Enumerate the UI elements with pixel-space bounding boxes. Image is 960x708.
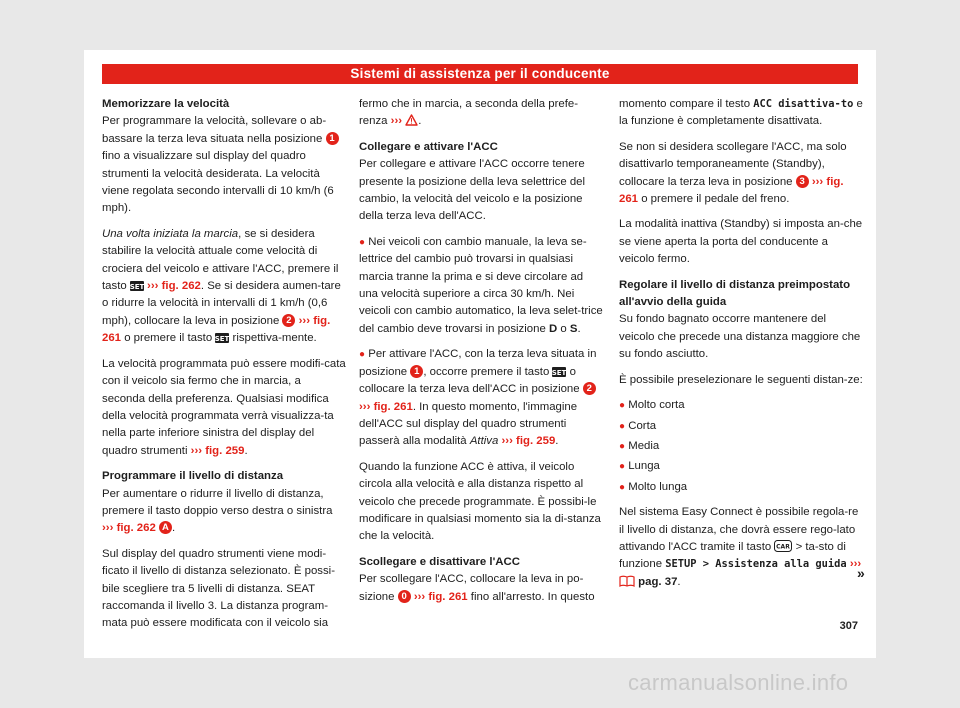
paragraph: Per collegare e attivare l'ACC occorre tenere presente la posizione della leva selettrice del cambio, la velocità del veicolo e la posizione della terza leva dell'ACC. [359, 158, 586, 223]
text: Per attivare l'ACC, con la terza leva situata in posizione [359, 348, 597, 378]
position-badge: 3 [796, 175, 809, 188]
list-item [619, 458, 863, 475]
arrows-reference-icon: ››› [298, 314, 311, 327]
arrows-reference-icon: ››› [413, 590, 426, 603]
arrows-reference-icon: ››› [359, 400, 371, 413]
figure-link[interactable]: fig. 261 [373, 400, 413, 413]
paragraph: Per aumentare o ridurre il livello di distanza, premere il tasto doppio verso destra o sinistra ››› fig. 262 A . [102, 487, 333, 535]
bullet-icon: ● [619, 481, 626, 493]
text: La velocità programmata può essere modifi-cata con il veicolo sia fermo che in marcia, a seconda della preferenza. Qualsiasi modifica della velocità programmata verrà visualizza-ta nella parte inferiore sinistra del display del quadro strumenti [102, 357, 346, 457]
paragraph [619, 96, 863, 131]
distance-list [619, 397, 863, 496]
arrows-reference-icon: ››› [501, 435, 513, 448]
paragraph: fermo che in marcia, a seconda della prefe-renza ››› . [359, 98, 579, 128]
text: . Se si desidera aumen-tare o ridurre la velocità in intervalli di 1 km/h (0,6 mph), collocare la leva in posizione [102, 280, 341, 327]
list-item [619, 418, 863, 435]
set-key-icon [552, 367, 566, 377]
gear-s: S [569, 322, 578, 335]
italic-text: Una volta iniziata la marcia [102, 227, 239, 240]
column-3 [619, 96, 863, 599]
text: Nei veicoli con cambio manuale, la leva se-lettrice del cambio può trovarsi in qualsiasi marcia tranne la prima e si deve circolare ad una velocità superiore a circa 30 km/h. Nei veicoli con cambio automatico, la leva selet-trice del cambio deve trovarsi in posizione [359, 235, 603, 335]
svg-text:SET: SET [215, 335, 230, 344]
text: fino all'arresto. In questo [470, 590, 595, 603]
text: . In questo momento, l'immagine dell'ACC sul display del quadro strumenti passerà alla modalità [359, 400, 578, 448]
gear-d: D [548, 322, 558, 335]
figure-link[interactable]: fig. 259 [205, 444, 245, 457]
bullet-item: ● Per attivare l'ACC, con la terza leva situata in posizione 1 , occorre premere il tasto SET o collocare la terza leva dell'ACC in posizione 2 ››› fig. 261. In questo momento, l'immagine dell'ACC sul display del quadro strumenti passerà alla modalità Attiva ››› fig. 259. [359, 348, 597, 448]
menu-path-text: SETUP > Assistenza alla guida [665, 558, 847, 571]
paragraph [102, 113, 346, 217]
arrows-reference-icon: ››› [190, 444, 203, 457]
arrows-reference-icon: ››› [102, 522, 114, 535]
letter-badge: A [159, 521, 172, 534]
heading-distance-level: Programmare il livello di distanza [102, 470, 284, 483]
list-item-label: Molto corta [628, 399, 685, 412]
heading-preset-distance: Regolare il livello di distanza preimpostato all'avvio della guida [619, 278, 851, 309]
position-badge: 0 [398, 590, 411, 603]
figure-link[interactable]: fig. 261 [428, 590, 468, 603]
svg-text:CAR: CAR [776, 543, 791, 551]
text: Per programmare la velocità, sollevare o ab-bassare la terza leva situata nella posizione [102, 115, 327, 145]
position-badge: 1 [410, 365, 423, 378]
text: Nel sistema Easy Connect è possibile regola-re il livello di distanza, che dovrà essere rego-lato attivando l'ACC tramite il tasto [619, 506, 859, 553]
text: rispettiva-mente. [232, 332, 317, 345]
paragraph: La velocità programmata può essere modifi-cata con il veicolo sia fermo che in marcia, a seconda della preferenza. Qualsiasi modifica della velocità programmata verrà visualizza-ta nella parte inferiore sinistra del display del quadro strumenti ››› fig. 259. [102, 357, 346, 457]
display-text: ACC disattiva-to [753, 98, 854, 110]
text: o premere il tasto [124, 332, 213, 345]
arrows-reference-icon: ››› [849, 558, 862, 571]
figure-link[interactable]: fig. 262 [116, 522, 156, 535]
warning-triangle-icon[interactable] [405, 114, 418, 126]
list-item [619, 438, 863, 455]
paragraph: Quando la funzione ACC è attiva, il veicolo circola alla velocità e alla distanza rispetto al veicolo che precede programmate. È possibi-le modificare in qualsiasi momento sia la di-stanza che la velocità. [359, 460, 601, 543]
list-item-label: Lunga [628, 460, 660, 473]
text: Per aumentare o ridurre il livello di distanza, premere il tasto doppio verso destra o sinistra [102, 487, 333, 517]
list-item-label: Media [628, 439, 660, 452]
italic-text: Attiva [469, 435, 499, 448]
text: Se non si desidera scollegare l'ACC, ma solo disattivarlo temporaneamente (Standby), collocare la terza leva in posizione [619, 140, 847, 188]
bullet-icon: ● [359, 349, 366, 361]
paragraph [619, 139, 863, 209]
position-badge: 1 [326, 132, 339, 145]
car-key-icon [774, 540, 792, 552]
bullet-icon: ● [619, 461, 626, 473]
arrows-reference-icon: ››› [147, 280, 159, 293]
figure-link[interactable]: fig. 259 [516, 435, 556, 448]
book-reference-icon [619, 575, 635, 587]
manual-page [84, 50, 876, 658]
figure-link[interactable]: fig. 261 [102, 314, 331, 345]
paragraph: La modalità inattiva (Standby) si imposta an-che se viene aperta la porta del conducente a veicolo fermo. [619, 218, 863, 266]
text: o premere il pedale del freno. [641, 193, 790, 206]
arrows-reference-icon: ››› [811, 175, 824, 188]
arrows-reference-icon: ››› [390, 115, 403, 128]
list-item-label: Corta [628, 419, 657, 432]
paragraph: È possibile preselezionare le seguenti distan-ze: [619, 373, 863, 386]
text: Per scollegare l'ACC, collocare la leva in po-sizione [359, 573, 584, 603]
bullet-icon: ● [619, 420, 626, 432]
text: e la funzione è completamente disattivata. [619, 98, 863, 128]
heading-deactivate-acc: Scollegare e disattivare l'ACC [359, 555, 520, 568]
text: o [560, 322, 567, 335]
bullet-icon: ● [619, 400, 626, 412]
bullet-item: ● Nei veicoli con cambio manuale, la leva se-lettrice del cambio può trovarsi in qualsiasi marcia tranne la prima e si deve circolare ad una velocità superiore a circa 30 km/h. Nei veicoli con cambio automatico, la leva selet-trice del cambio deve trovarsi in posizione D o S. [359, 235, 603, 335]
figure-link[interactable]: fig. 262 [161, 280, 201, 293]
paragraph: Su fondo bagnato occorre mantenere del veicolo che precede una distanza maggiore che su fondo asciutto. [619, 313, 861, 361]
text: momento compare il testo [619, 98, 751, 110]
paragraph [359, 571, 603, 606]
set-key-icon [130, 281, 144, 291]
text: fermo che in marcia, a seconda della prefe-renza [359, 98, 579, 128]
page-reference[interactable]: pag. 37 [638, 575, 678, 588]
paragraph: Sul display del quadro strumenti viene modi-ficato il livello di distanza selezionato. È possi-bile scegliere tra 5 livelli di distanza. SEAT raccomanda il livello 3. La distanza program-mata può essere modificata con il veicolo sia [102, 547, 335, 630]
set-key-icon [215, 333, 229, 343]
text: o collocare la terza leva dell'ACC in posizione [359, 365, 580, 396]
page-number: 307 [839, 620, 858, 632]
column-1 [102, 96, 346, 641]
watermark: carmanualsonline.info [628, 670, 849, 695]
column-2 [359, 96, 603, 614]
text: > ta-sto di funzione [619, 540, 846, 571]
position-badge: 2 [282, 314, 295, 327]
text: fino a visualizzare sul display del quadro strumenti la velocità desiderata. La velocità viene regolata secondo intervalli di 10 km/h (6 mph). [102, 150, 334, 215]
bullet-icon: ● [619, 440, 626, 452]
svg-text:SET: SET [552, 368, 567, 377]
text: , occorre premere il tasto [423, 365, 550, 378]
list-item-label: Molto lunga [628, 480, 688, 493]
heading-activate-acc: Collegare e attivare l'ACC [359, 140, 498, 153]
continue-mark: » [857, 565, 865, 581]
svg-text:SET: SET [129, 283, 144, 292]
text: , se si desidera stabilire la velocità attuale come velocità di crociera del veicolo e attivare l'ACC, premere il tasto [102, 227, 339, 293]
position-badge: 2 [583, 382, 596, 395]
paragraph [102, 226, 346, 348]
list-item [619, 479, 863, 496]
page-header: Sistemi di assistenza per il conducente [102, 64, 858, 84]
bullet-icon: ● [359, 236, 366, 248]
list-item [619, 397, 863, 414]
paragraph: Nel sistema Easy Connect è possibile regola-re il livello di distanza, che dovrà essere rego-lato attivando l'ACC tramite il tasto CAR > ta-sto di funzione SETUP > Assistenza alla guida ››› pag. 37. [619, 506, 862, 588]
heading-memorize-speed: Memorizzare la velocità [102, 98, 230, 110]
figure-link[interactable]: fig. 261 [619, 175, 844, 206]
